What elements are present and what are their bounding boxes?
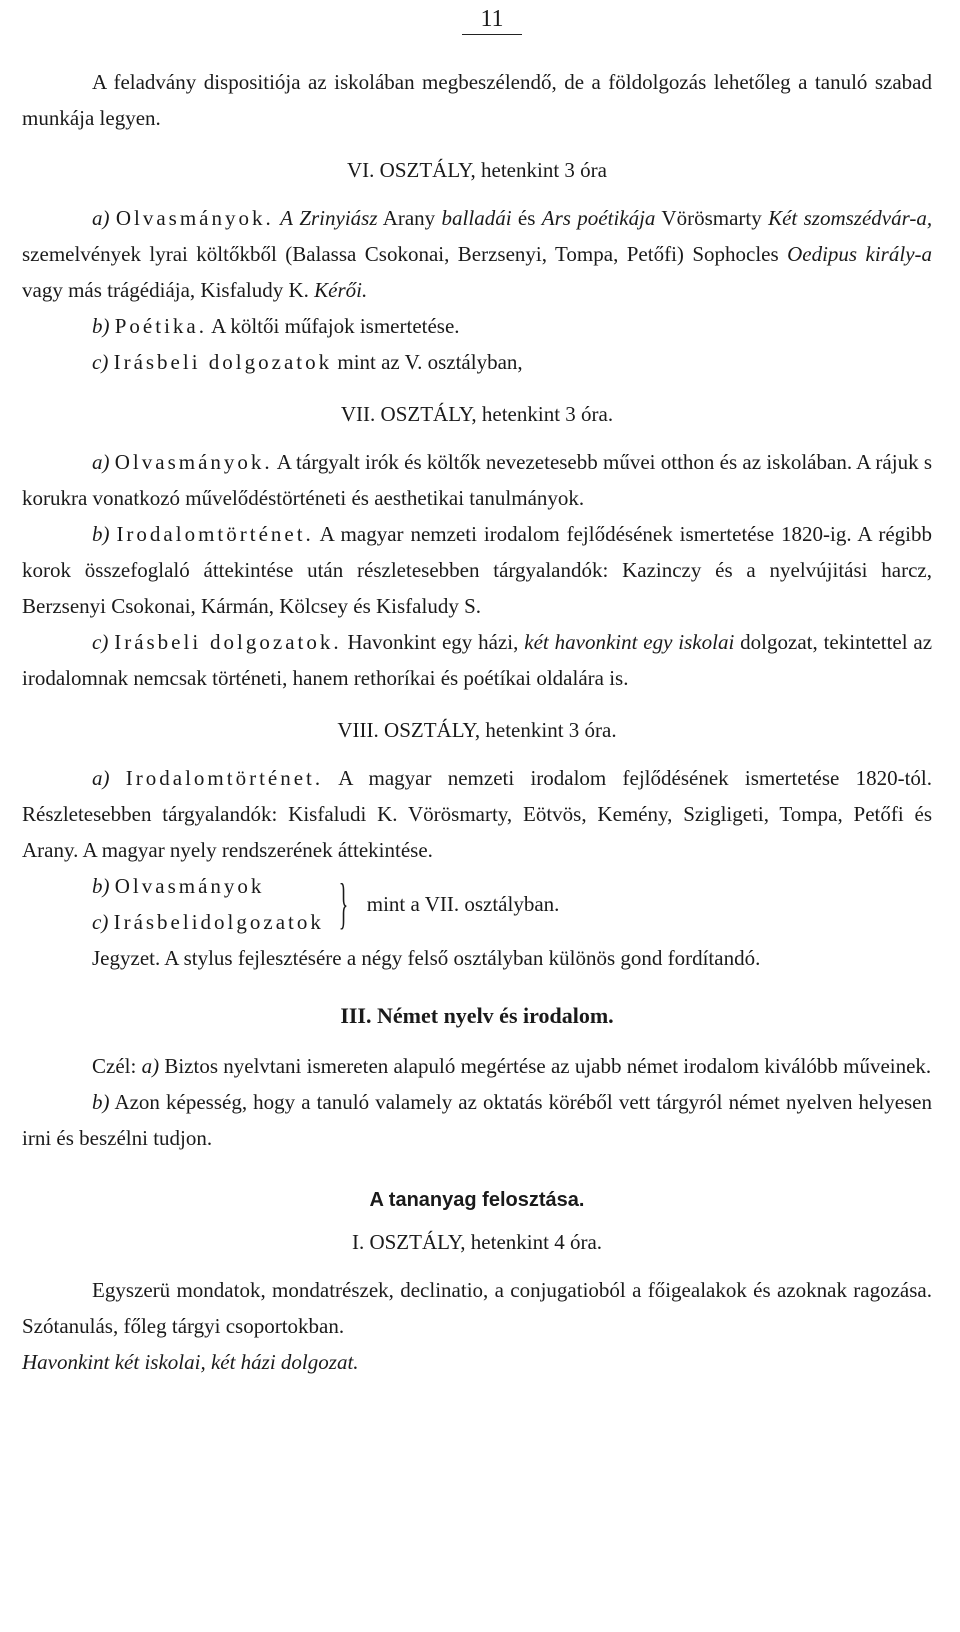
class6-reading bbox=[22, 200, 932, 308]
class7-writing bbox=[22, 624, 932, 696]
text: A magyar nemzeti irodalom fejlődésének ismertetése 1820-ig. A régibb korok összefoglaló áttekintése után részletesebben tárgyalandók: Kazinczy és a nyelvújitási harcz, Berzsenyi Csokonai, Kármán, Kölcsey és Kisfaludy S. bbox=[22, 522, 932, 618]
item-title: Olvasmányok. bbox=[114, 450, 273, 474]
label: a) bbox=[92, 450, 110, 474]
page-number: 11 bbox=[462, 4, 522, 35]
work-title: Kérői. bbox=[314, 278, 368, 302]
text: Biztos nyelvtani ismereten alapuló megértése az ujabb német irodalom kiválóbb műveinek. bbox=[164, 1054, 932, 1078]
item-title: Irásbeli dolgozatok. bbox=[114, 630, 342, 654]
label: a) bbox=[92, 766, 110, 790]
text: mint a VII. osztályban. bbox=[366, 892, 560, 916]
class7-heading: VII. OSZTÁLY, hetenkint 3 óra. bbox=[340, 402, 614, 426]
class8-history bbox=[22, 760, 932, 868]
goal-a bbox=[22, 1048, 932, 1084]
class8-note: Jegyzet. A stylus fejlesztésére a négy felső osztályban különös gond fordítandó. bbox=[92, 946, 761, 970]
label: a) bbox=[141, 1054, 160, 1078]
label: b) bbox=[92, 314, 110, 338]
text: szemelvények lyrai költőkből (Balassa Csokonai, Berzsenyi, Tompa, Petőfi) Sophocles bbox=[22, 242, 779, 266]
label: b) bbox=[92, 874, 110, 898]
text: Havonkint egy házi, bbox=[347, 630, 519, 654]
braced-list bbox=[92, 868, 324, 940]
label: c) bbox=[92, 630, 109, 654]
label: c) bbox=[92, 910, 109, 934]
text: dolgozat, tekintettel az irodalomnak nemcsak történeti, hanem rethoríkai és poétíkai oldalára is. bbox=[22, 630, 933, 690]
item-title: Olvasmányok. bbox=[115, 206, 274, 230]
text: A bbox=[280, 206, 293, 230]
class8-heading: VIII. OSZTÁLY, hetenkint 3 óra. bbox=[337, 718, 617, 742]
work-title: Oedipus király-a bbox=[787, 242, 933, 266]
text: A magyar nemzeti irodalom fejlődésének ismertetése 1820-tól. Részletesebben tárgyalandók: Kisfaludi K. Vörösmarty, Eötvös, Kemény, Szigligeti, Tompa, Petőfi és Arany. A magyar nyely rendszerének áttekintése. bbox=[22, 766, 933, 862]
text: A költői műfajok ismertetése. bbox=[211, 314, 460, 338]
intro-paragraph: A feladvány dispositiója az iskolában megbeszélendő, de a földolgozás lehetőleg a tanuló szabad munkája legyen. bbox=[22, 70, 932, 130]
label: b) bbox=[92, 1090, 110, 1114]
class6-heading: VI. OSZTÁLY, hetenkint 3 óra bbox=[347, 158, 607, 182]
goal-b bbox=[22, 1084, 932, 1156]
text: A tárgyalt irók és költők nevezetesebb művei otthon és az iskolában. A rájuk s korukra vonatkozó művelődéstörténeti és aesthetikai tanulmányok. bbox=[22, 450, 933, 510]
class1-heading: I. OSZTÁLY, hetenkint 4 óra. bbox=[351, 1230, 603, 1254]
brace-glyph: } bbox=[338, 873, 349, 935]
text: mint az V. osztályban, bbox=[337, 350, 523, 374]
item-title: Irásbeli dolgozatok bbox=[113, 350, 333, 374]
class1-text: Egyszerü mondatok, mondatrészek, declinatio, a conjugatioból a főigealakok és azoknak ragozása. Szótanulás, főleg tárgyi csoportokban. bbox=[22, 1278, 932, 1338]
item-title: Poétika. bbox=[114, 314, 207, 338]
section-title: III. Német nyelv és irodalom. bbox=[340, 1003, 614, 1028]
class7-reading bbox=[22, 444, 932, 516]
label: c) bbox=[92, 350, 109, 374]
item-title: Irodalomtörténet. bbox=[125, 766, 324, 790]
distribution-title: A tananyag felosztása. bbox=[369, 1189, 585, 1211]
text: Arany bbox=[382, 206, 436, 230]
item-title: Irásbelidolgozatok bbox=[113, 910, 324, 934]
class6-writing bbox=[22, 344, 932, 380]
label: a) bbox=[92, 206, 110, 230]
label: Czél: bbox=[92, 1054, 137, 1078]
class6-poetics bbox=[22, 308, 932, 344]
item-title: Irodalomtörténet. bbox=[116, 522, 314, 546]
work-title: Ars poétikája bbox=[541, 206, 656, 230]
class7-history bbox=[22, 516, 932, 624]
page-body bbox=[22, 64, 932, 1380]
text: Vörösmarty bbox=[661, 206, 762, 230]
work-title: Zrinyiász bbox=[299, 206, 378, 230]
class8-writing bbox=[92, 904, 324, 940]
item-title: Olvasmányok bbox=[114, 874, 265, 898]
class8-braced-items bbox=[92, 868, 932, 940]
class8-reading bbox=[92, 868, 324, 904]
text: Azon képesség, hogy a tanuló valamely az oktatás köréből vett tárgyról német nyelven helyesen irni és beszélni tudjon. bbox=[22, 1090, 933, 1150]
text: és bbox=[517, 206, 536, 230]
text: vagy más trágédiája, Kisfaludy K. bbox=[22, 278, 309, 302]
class1-assignment: Havonkint két iskolai, két házi dolgozat. bbox=[22, 1350, 359, 1374]
work-title: balladái bbox=[441, 206, 512, 230]
emphasis-text: két havonkint egy iskolai bbox=[524, 630, 735, 654]
work-title: Két szomszédvár-a, bbox=[768, 206, 933, 230]
label: b) bbox=[92, 522, 110, 546]
